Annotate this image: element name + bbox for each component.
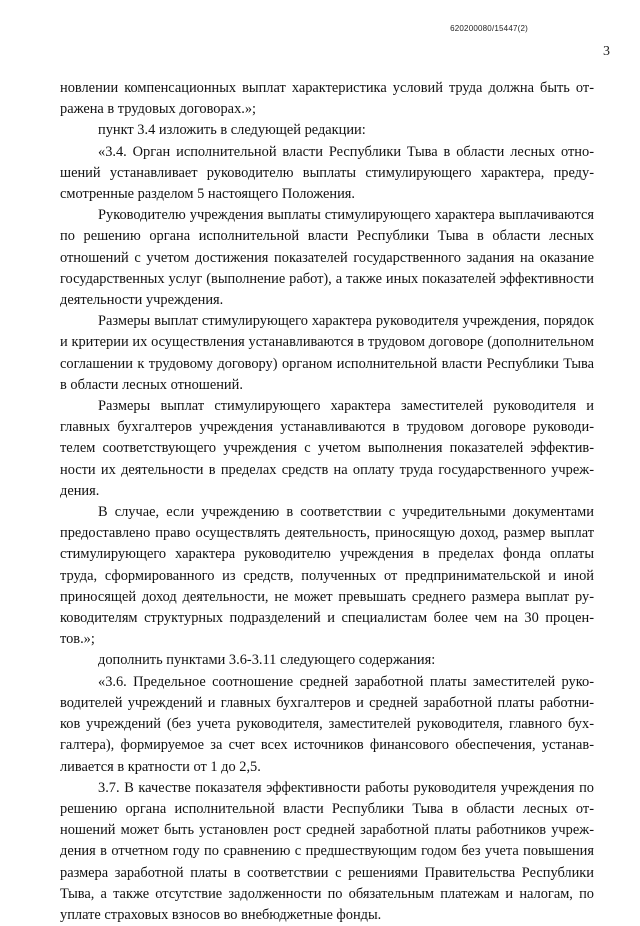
paragraph-deputy-payments: Размеры выплат стимулирующего характера заместителей руководителя и главных бухгалтеров учреждения устанавливаются в трудовом договоре руководителем соответствующего учреждения с учетом выполнения показателей эффективности их деятельности в пределах средств на оплату труда государственного учреждения. [60,398,594,499]
document-body [60,78,594,926]
paragraph-income-activity: В случае, если учреждению в соответствии с учредительными документами предоставлено право осуществлять деятельность, приносящую доход, размер выплат стимулирующего характера руководителю учреждения в пределах фонда оплаты труда, сформированного из средств, полученных от предпринимательской и иной приносящей доход деятельности, не может превышать среднего размера выплат руководителям структурных подразделений и специалистам более чем на 30 процентов.»; [60,504,594,648]
paragraph-continuation: новлении компенсационных выплат характеристика условий труда должна быть отражена в трудовых договорах.»; [60,80,594,118]
page-number: 3 [603,44,610,59]
paragraph-amendment-3-6-intro: дополнить пунктами 3.6-3.11 следующего содержания: [98,652,436,669]
paragraph-3-7: 3.7. В качестве показателя эффективности работы руководителя учреждения по решению органа исполнительной власти Республики Тыва в области лесных отношений может быть установлен рост средней заработной платы работников учреждения в отчетном году по сравнению с предшествующим годом без учета повышения размера заработной платы в соответствии с решениями Правительства Республики Тыва, а также отсутствие задолженности по обязательным платежам и налогам, по уплате страховых взносов во внебюджетные фонды. [60,779,594,923]
paragraph-3-4: «3.4. Орган исполнительной власти Республики Тыва в области лесных отношений устанавливает руководителю выплаты стимулирующего характера, предусмотренные разделом 5 настоящего Положения. [60,143,594,203]
paragraph-amendment-3-4-intro: пункт 3.4 изложить в следующей редакции: [98,122,366,139]
paragraph-3-6: «3.6. Предельное соотношение средней заработной платы заместителей руководителей учреждений и главных бухгалтеров и средней заработной платы работников учреждений (без учета руководителя, заместителей руководителя, главного бухгалтера), формируемое за счет всех источников финансового обеспечения, устанавливается в кратности от 1 до 2,5. [60,673,594,775]
paragraph-head-payments: Руководителю учреждения выплаты стимулирующего характера выплачиваются по решению органа исполнительной власти Республики Тыва в области лесных отношений с учетом достижения показателей государственного задания на оказание государственных услуг (выполнение работ), а также иных показателей эффективности деятельности учреждения. [60,207,594,309]
paragraph-payment-sizes: Размеры выплат стимулирующего характера руководителя учреждения, порядок и критерии их осуществления устанавливаются в трудовом договоре (дополнительном соглашении к трудовому договору) органом исполнительной власти Республики Тыва в области лесных отношений. [60,313,594,393]
document-registration-code: 620200080/15447(2) [450,24,528,33]
